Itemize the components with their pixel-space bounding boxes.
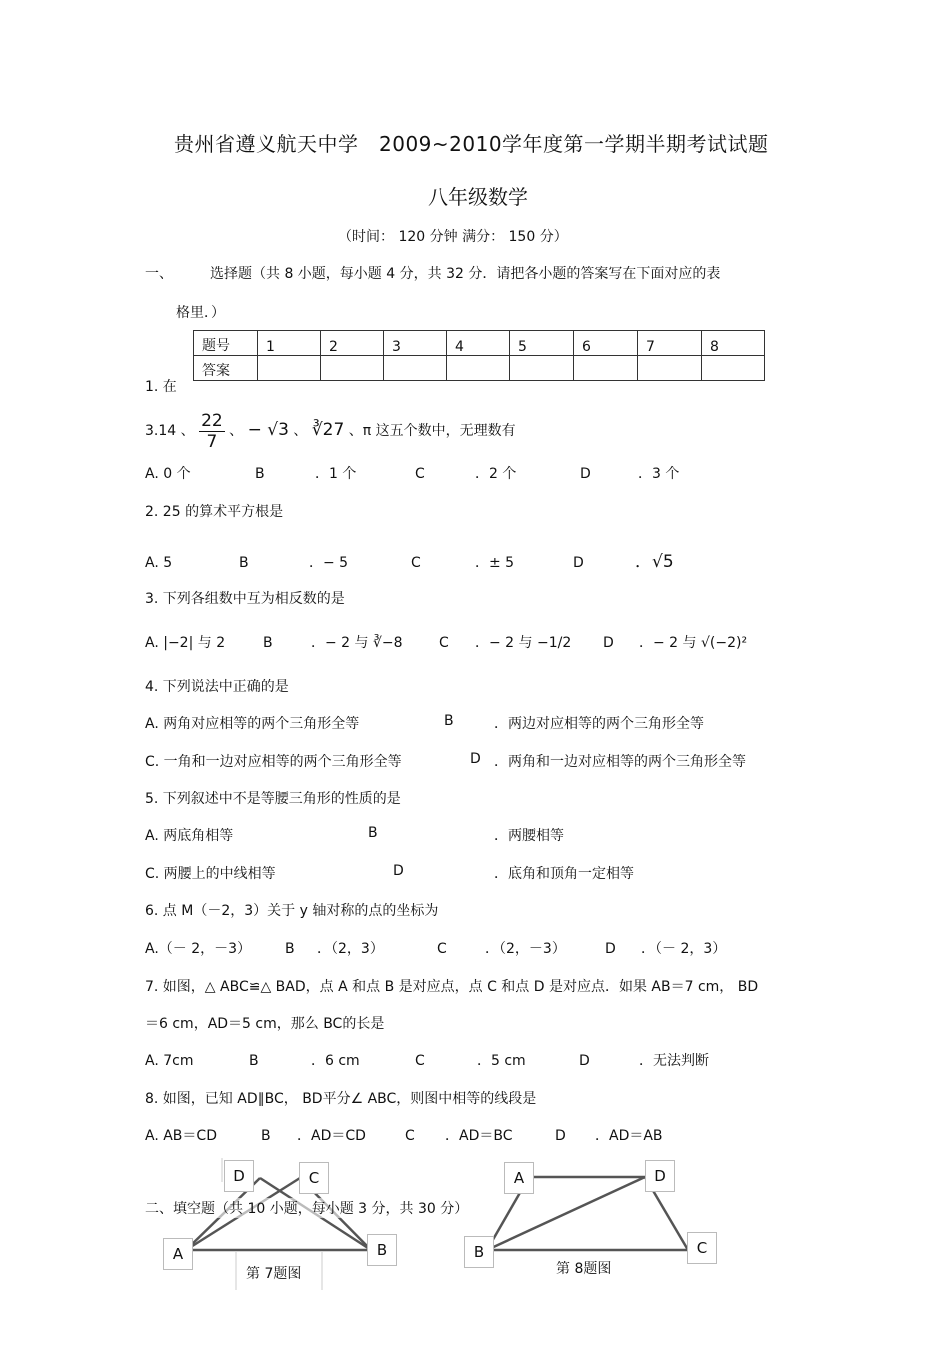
option-letter: B (261, 1128, 271, 1144)
option[interactable]: A. 0 个 (145, 466, 191, 482)
option-letter: D (579, 1053, 590, 1069)
option[interactable]: ．AD＝CD (297, 1128, 366, 1144)
q4-option-b-letter: B (444, 713, 454, 729)
option[interactable]: A.（－ 2，－3） (145, 941, 252, 957)
table-cell: 3 (384, 331, 447, 356)
option[interactable]: ．（2，－3） (485, 941, 566, 957)
fig8-label-c: C (687, 1232, 717, 1264)
q5-option-d-letter: D (393, 863, 404, 879)
q5-option-d[interactable]: ．底角和顶角一定相等 (494, 866, 634, 882)
option[interactable]: ．（－ 2，3） (641, 941, 727, 957)
q1-sep1: 、 (229, 423, 244, 439)
option-letter: C (405, 1128, 415, 1144)
fig8-label-a: A (504, 1162, 534, 1194)
option[interactable]: ．− 2 与 ∛−8 (311, 635, 403, 651)
option[interactable]: ．无法判断 (639, 1053, 709, 1069)
fig7-label-b: B (367, 1234, 397, 1266)
q4-option-d[interactable]: ．两角和一边对应相等的两个三角形全等 (494, 754, 746, 770)
option[interactable]: ．（2，3） (317, 941, 384, 957)
option[interactable]: ．− 2 与 √(−2)² (639, 635, 748, 651)
q1-sep2: 、 (293, 423, 308, 439)
table-header-cell: 题号 (194, 331, 258, 356)
option[interactable]: ．6 cm (311, 1053, 360, 1069)
q1-a: 3.14 、 (145, 423, 195, 439)
q7-stem-cont: ＝6 cm，AD＝5 cm，那么 BC的长是 (145, 1016, 385, 1032)
q7-stem: 7. 如图，△ ABC≌△ BAD，点 A 和点 B 是对应点，点 C 和点 D 是对应点．如果 AB＝7 cm， BD (145, 979, 759, 995)
option[interactable]: A. 7cm (145, 1053, 194, 1069)
fig7-label-c: C (299, 1162, 329, 1194)
option-letter: B (263, 635, 273, 651)
time-info: （时间： 120 分钟 满分： 150 分） (338, 229, 568, 245)
table-cell: 7 (638, 331, 702, 356)
q1-cbrt27: ∛27 (311, 420, 345, 440)
q3-stem: 3. 下列各组数中互为相反数的是 (145, 591, 345, 607)
option[interactable]: ．1 个 (315, 466, 357, 482)
fig8-label-b: B (464, 1236, 494, 1268)
option[interactable]: ．AD＝BC (445, 1128, 513, 1144)
option[interactable]: ．√5 (635, 552, 674, 572)
table-cell: 8 (702, 331, 765, 356)
section1-label: 一、 (145, 266, 173, 282)
option[interactable]: ．AD＝AB (595, 1128, 663, 1144)
option[interactable]: ．3 个 (638, 466, 680, 482)
fig8-caption: 第 8题图 (556, 1261, 612, 1277)
exam-title: 贵州省遵义航天中学 2009~2010学年度第一学期半期考试试题 (174, 132, 769, 156)
fig8-label-d: D (645, 1160, 675, 1192)
option-letter: D (555, 1128, 566, 1144)
option-letter: B (249, 1053, 259, 1069)
option-letter: B (239, 555, 249, 571)
table-cell: 2 (321, 331, 384, 356)
option-letter: B (255, 466, 265, 482)
section2-heading: 二、填空题（共 10 小题，每小题 3 分，共 30 分） (145, 1198, 468, 1218)
q8-stem: 8. 如图，已知 AD∥BC， BD平分∠ ABC，则图中相等的线段是 (145, 1091, 537, 1107)
fig7-label-a: A (163, 1238, 193, 1270)
q5-option-c[interactable]: C. 两腰上的中线相等 (145, 866, 276, 882)
option-letter: C (437, 941, 447, 957)
q1-frac-num: 22 (201, 410, 223, 431)
fig7-label-d: D (224, 1160, 254, 1192)
q5-option-a[interactable]: A. 两底角相等 (145, 828, 234, 844)
section1-instruction-cont: 格里．） (176, 305, 225, 321)
option-letter: D (605, 941, 616, 957)
q4-option-c[interactable]: C. 一角和一边对应相等的两个三角形全等 (145, 754, 402, 770)
option-letter: D (573, 555, 584, 571)
q4-option-a[interactable]: A. 两角对应相等的两个三角形全等 (145, 716, 360, 732)
q1-start: 1. 在 (145, 379, 177, 395)
option[interactable]: A. 5 (145, 555, 173, 571)
q1-tail: 、π 这五个数中，无理数有 (348, 423, 516, 439)
q5-option-b-letter: B (368, 825, 378, 841)
q1-sqrt3: − √3 (247, 420, 289, 440)
q1-frac-den: 7 (206, 431, 218, 452)
option[interactable]: ．± 5 (475, 555, 515, 571)
section1-instruction: 选择题（共 8 小题，每小题 4 分，共 32 分．请把各小题的答案写在下面对应的表 (210, 266, 721, 282)
table-header-cell: 答案 (194, 356, 258, 381)
q5-stem: 5. 下列叙述中不是等腰三角形的性质的是 (145, 791, 401, 807)
option[interactable]: A. |−2| 与 2 (145, 635, 226, 651)
option[interactable]: ．2 个 (475, 466, 517, 482)
exam-subtitle: 八年级数学 (428, 185, 528, 209)
option-letter: D (603, 635, 614, 651)
option-letter: C (415, 466, 425, 482)
option[interactable]: ．− 5 (309, 555, 349, 571)
q4-option-d-letter: D (470, 751, 481, 767)
table-cell: 6 (574, 331, 638, 356)
option[interactable]: ．5 cm (477, 1053, 526, 1069)
q2-stem: 2. 25 的算术平方根是 (145, 504, 284, 520)
option-letter: C (415, 1053, 425, 1069)
fig7-caption: 第 7题图 (246, 1266, 302, 1282)
q4-stem: 4. 下列说法中正确的是 (145, 679, 289, 695)
q4-option-b[interactable]: ．两边对应相等的两个三角形全等 (494, 716, 704, 732)
option[interactable]: A. AB＝CD (145, 1128, 217, 1144)
option-letter: C (411, 555, 421, 571)
q6-stem: 6. 点 M（－2，3）关于 y 轴对称的点的坐标为 (145, 903, 439, 919)
option-letter: D (580, 466, 591, 482)
option-letter: B (285, 941, 295, 957)
option-letter: C (439, 635, 449, 651)
table-cell: 1 (258, 331, 321, 356)
table-cell: 4 (447, 331, 510, 356)
q5-option-b[interactable]: ．两腰相等 (494, 828, 564, 844)
table-cell: 5 (510, 331, 574, 356)
option[interactable]: ．− 2 与 −1/2 (475, 635, 572, 651)
